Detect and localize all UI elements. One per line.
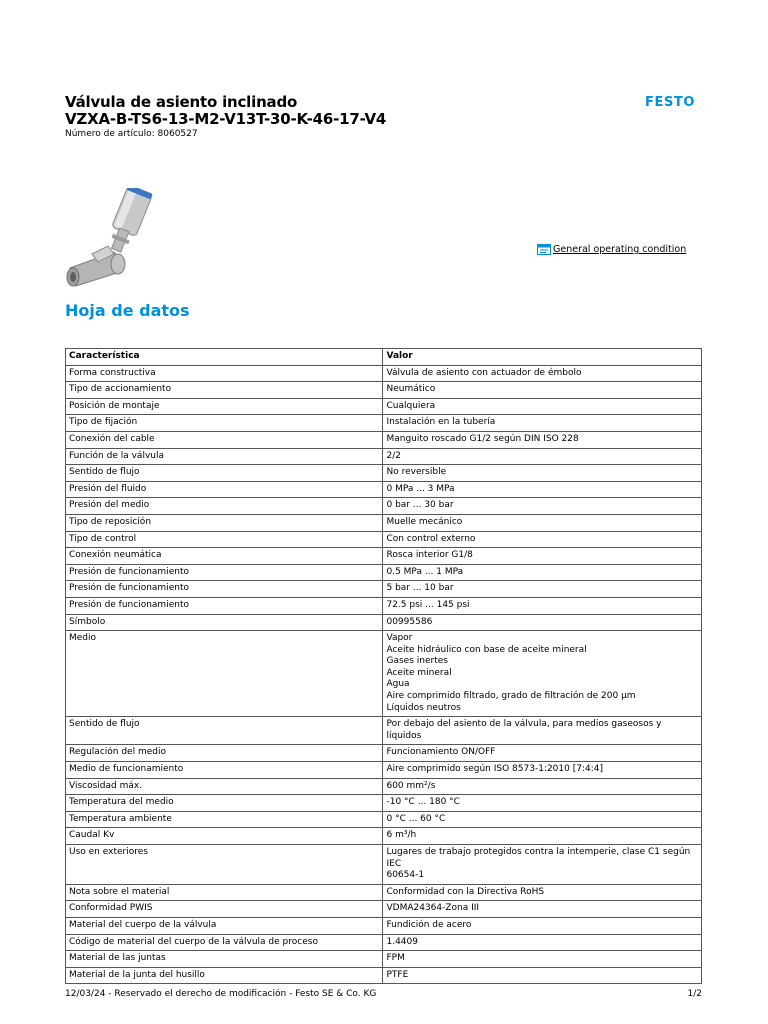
value-line: Muelle mecánico: [386, 516, 463, 527]
row-value: [383, 597, 702, 614]
table-row: [66, 382, 702, 399]
row-characteristic: Tipo de accionamiento: [66, 382, 383, 399]
row-value: [383, 365, 702, 382]
general-operating-condition-link[interactable]: [537, 244, 686, 255]
row-value: [383, 745, 702, 762]
row-value: [383, 531, 702, 548]
row-characteristic: Presión del medio: [66, 498, 383, 515]
row-value: [383, 382, 702, 399]
row-characteristic: Presión de funcionamiento: [66, 564, 383, 581]
table-row: [66, 564, 702, 581]
row-value: [383, 514, 702, 531]
value-line: Funcionamiento ON/OFF: [386, 747, 496, 758]
table-row: [66, 597, 702, 614]
page-footer: [65, 989, 702, 999]
table-row: [66, 581, 702, 598]
value-line: Conformidad con la Directiva RoHS: [386, 886, 545, 897]
section-title: Hoja de datos: [65, 301, 190, 320]
valve-product-image: [62, 188, 162, 288]
value-line: 2/2: [386, 450, 401, 461]
row-value: [383, 845, 702, 885]
value-line: Aceite hidráulico con base de aceite mineral: [386, 644, 587, 655]
row-value: [383, 548, 702, 565]
table-row: [66, 514, 702, 531]
value-line: Por debajo del asiento de la válvula, para medios gaseosos y líquidos: [386, 719, 662, 741]
row-characteristic: Tipo de reposición: [66, 514, 383, 531]
table-row: [66, 934, 702, 951]
row-characteristic: Presión de funcionamiento: [66, 581, 383, 598]
value-line: 60654-1: [386, 870, 425, 881]
row-characteristic: Función de la válvula: [66, 448, 383, 465]
table-row: [66, 398, 702, 415]
row-value: [383, 901, 702, 918]
product-code: VZXA-B-TS6-13-M2-V13T-30-K-46-17-V4: [65, 110, 387, 128]
table-row: [66, 845, 702, 885]
product-title: Válvula de asiento inclinado: [65, 93, 298, 111]
value-line: No reversible: [386, 467, 447, 478]
row-characteristic: Material de la junta del husillo: [66, 967, 383, 984]
table-row: [66, 717, 702, 745]
table-row: [66, 778, 702, 795]
document-header: [65, 94, 386, 140]
row-value: [383, 431, 702, 448]
row-value: [383, 498, 702, 515]
value-line: 0 MPa ... 3 MPa: [386, 483, 455, 494]
value-line: 1.4409: [386, 936, 418, 947]
value-line: Instalación en la tubería: [386, 417, 496, 428]
row-value: [383, 415, 702, 432]
value-line: 600 mm²/s: [386, 780, 436, 791]
row-characteristic: Regulación del medio: [66, 745, 383, 762]
value-line: Aire comprimido filtrado, grado de filtración de 200 µm: [386, 691, 636, 702]
value-line: Manguito roscado G1/2 según DIN ISO 228: [386, 433, 579, 444]
table-row: [66, 548, 702, 565]
value-line: VDMA24364-Zona III: [386, 903, 480, 914]
festo-logo: FESTO: [645, 95, 696, 110]
row-value: [383, 614, 702, 631]
row-characteristic: Forma constructiva: [66, 365, 383, 382]
header-characteristic: Característica: [66, 349, 383, 366]
row-value: [383, 884, 702, 901]
value-line: Aire comprimido según ISO 8573-1:2010 [7:4:4]: [386, 764, 603, 775]
table-header-row: [66, 349, 702, 366]
footer-text: 12/03/24 - Reservado el derecho de modificación - Festo SE & Co. KG: [65, 989, 377, 999]
row-value: [383, 917, 702, 934]
value-line: -10 °C ... 180 °C: [386, 797, 460, 808]
table-row: [66, 531, 702, 548]
row-characteristic: Sentido de flujo: [66, 465, 383, 482]
row-value: [383, 967, 702, 984]
row-characteristic: Material del cuerpo de la válvula: [66, 917, 383, 934]
value-line: 00995586: [386, 616, 433, 627]
row-value: [383, 828, 702, 845]
row-characteristic: Conexión neumática: [66, 548, 383, 565]
row-characteristic: Presión del fluido: [66, 481, 383, 498]
row-value: [383, 811, 702, 828]
row-characteristic: Material de las juntas: [66, 951, 383, 968]
table-row: [66, 884, 702, 901]
value-line: Agua: [386, 679, 410, 690]
table-row: [66, 917, 702, 934]
table-row: [66, 481, 702, 498]
row-characteristic: Conformidad PWIS: [66, 901, 383, 918]
row-characteristic: Tipo de control: [66, 531, 383, 548]
table-row: [66, 631, 702, 717]
table-row: [66, 795, 702, 812]
value-line: Lugares de trabajo protegidos contra la intemperie, clase C1 según IEC: [386, 847, 691, 869]
row-value: [383, 564, 702, 581]
document-icon: [537, 244, 551, 255]
row-value: [383, 778, 702, 795]
row-value: [383, 795, 702, 812]
table-row: [66, 448, 702, 465]
value-line: 0 °C ... 60 °C: [386, 813, 446, 824]
value-line: Vapor: [386, 633, 413, 644]
value-line: 72.5 psi ... 145 psi: [386, 599, 470, 610]
row-characteristic: Uso en exteriores: [66, 845, 383, 885]
value-line: Válvula de asiento con actuador de émbolo: [386, 367, 582, 378]
row-value: [383, 951, 702, 968]
row-value: [383, 717, 702, 745]
row-characteristic: Conexión del cable: [66, 431, 383, 448]
header-value: Valor: [383, 349, 702, 366]
table-row: [66, 811, 702, 828]
row-characteristic: Presión de funcionamiento: [66, 597, 383, 614]
value-line: Fundición de acero: [386, 919, 472, 930]
row-value: [383, 448, 702, 465]
value-line: Con control externo: [386, 533, 476, 544]
row-value: [383, 465, 702, 482]
row-value: [383, 762, 702, 779]
value-line: Neumático: [386, 384, 436, 395]
row-characteristic: Caudal Kv: [66, 828, 383, 845]
article-number: Número de artículo: 8060527: [65, 129, 198, 139]
value-line: 0.5 MPa ... 1 MPa: [386, 566, 464, 577]
row-value: [383, 398, 702, 415]
value-line: PTFE: [386, 969, 409, 980]
value-line: FPM: [386, 953, 405, 964]
table-row: [66, 614, 702, 631]
value-line: 5 bar ... 10 bar: [386, 583, 454, 594]
value-line: Aceite mineral: [386, 667, 452, 678]
link-label[interactable]: General operating condition: [553, 244, 687, 255]
table-row: [66, 828, 702, 845]
row-characteristic: Nota sobre el material: [66, 884, 383, 901]
row-characteristic: Medio de funcionamiento: [66, 762, 383, 779]
table-row: [66, 901, 702, 918]
table-row: [66, 745, 702, 762]
value-line: 0 bar ... 30 bar: [386, 500, 454, 511]
row-characteristic: Código de material del cuerpo de la válvula de proceso: [66, 934, 383, 951]
datasheet-table: [65, 348, 702, 984]
table-row: [66, 431, 702, 448]
row-characteristic: Posición de montaje: [66, 398, 383, 415]
row-value: [383, 631, 702, 717]
table-row: [66, 415, 702, 432]
row-value: [383, 481, 702, 498]
row-characteristic: Tipo de fijación: [66, 415, 383, 432]
value-line: Gases inertes: [386, 656, 448, 667]
row-value: [383, 934, 702, 951]
row-characteristic: Temperatura del medio: [66, 795, 383, 812]
value-line: Cualquiera: [386, 400, 436, 411]
value-line: Líquidos neutros: [386, 702, 461, 713]
row-characteristic: Temperatura ambiente: [66, 811, 383, 828]
row-value: [383, 581, 702, 598]
table-row: [66, 951, 702, 968]
table-row: [66, 465, 702, 482]
value-line: 6 m³/h: [386, 830, 417, 841]
table-row: [66, 967, 702, 984]
table-row: [66, 762, 702, 779]
page-number: 1/2: [687, 989, 702, 999]
table-row: [66, 498, 702, 515]
row-characteristic: Sentido de flujo: [66, 717, 383, 745]
row-characteristic: Medio: [66, 631, 383, 717]
table-row: [66, 365, 702, 382]
row-characteristic: Símbolo: [66, 614, 383, 631]
value-line: Rosca interior G1/8: [386, 550, 473, 561]
row-characteristic: Viscosidad máx.: [66, 778, 383, 795]
